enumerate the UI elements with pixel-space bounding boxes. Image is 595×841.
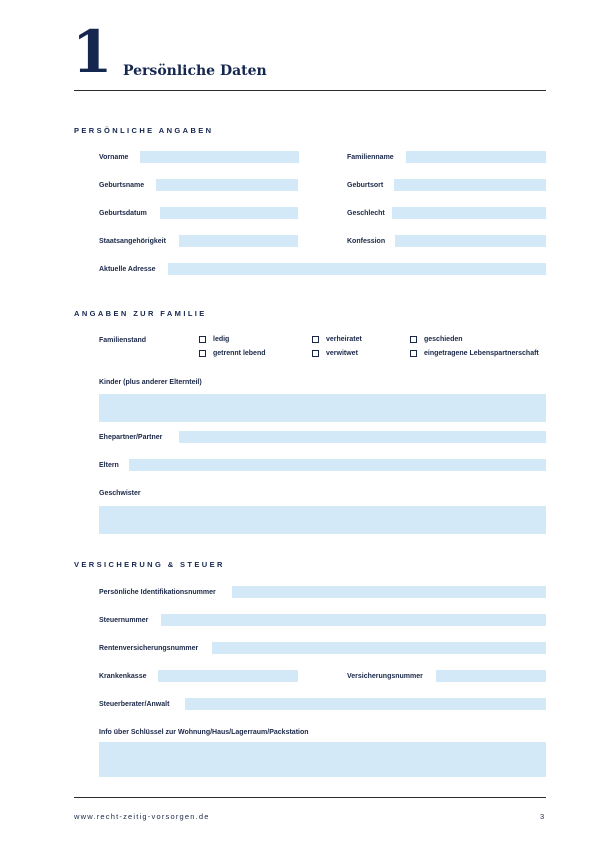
rentenversicherungsnummer-field[interactable] [212, 642, 546, 654]
schluessel-info-field[interactable] [99, 742, 546, 777]
checkbox-square-icon [199, 350, 206, 357]
label-rentenversicherungsnummer: Rentenversicherungsnummer [99, 645, 199, 652]
footer-url: www.recht-zeitig-vorsorgen.de [74, 812, 210, 821]
label-steuerberater: Steuerberater/Anwalt [99, 701, 170, 708]
label-geschlecht: Geschlecht [347, 210, 385, 217]
konfession-field[interactable] [395, 235, 546, 247]
checkbox-geschieden[interactable] [410, 336, 463, 343]
krankenkasse-field[interactable] [158, 670, 298, 682]
label-familienstand: Familienstand [99, 337, 147, 344]
label-adresse: Aktuelle Adresse [99, 266, 156, 273]
label-eltern: Eltern [99, 462, 119, 469]
checkbox-ledig[interactable] [199, 336, 229, 343]
checkbox-square-icon [410, 350, 417, 357]
checkbox-label: ledig [213, 336, 230, 343]
checkbox-square-icon [312, 336, 319, 343]
header-divider [74, 90, 546, 91]
adresse-field[interactable] [168, 263, 546, 275]
geschlecht-field[interactable] [392, 207, 546, 219]
ehepartner-field[interactable] [179, 431, 546, 443]
staatsangehoerigkeit-field[interactable] [179, 235, 298, 247]
checkbox-label: geschieden [424, 336, 463, 343]
vorname-field[interactable] [140, 151, 299, 163]
label-vorname: Vorname [99, 154, 129, 161]
identifikationsnummer-field[interactable] [232, 586, 546, 598]
checkbox-label: getrennt lebend [213, 350, 266, 357]
section-heading-personal: PERSÖNLICHE ANGABEN [74, 126, 214, 135]
checkbox-label: verwitwet [326, 350, 358, 357]
geschwister-field[interactable] [99, 506, 546, 534]
checkbox-square-icon [199, 336, 206, 343]
label-kinder: Kinder (plus anderer Elternteil) [99, 379, 202, 386]
label-geburtsdatum: Geburtsdatum [99, 210, 147, 217]
label-ehepartner: Ehepartner/Partner [99, 434, 163, 441]
section-heading-insurance: VERSICHERUNG & STEUER [74, 560, 225, 569]
checkbox-getrennt-lebend[interactable] [199, 350, 266, 357]
checkbox-lebenspartnerschaft[interactable] [410, 350, 539, 357]
label-konfession: Konfession [347, 238, 386, 245]
steuernummer-field[interactable] [161, 614, 546, 626]
label-identifikationsnummer: Persönliche Identifikationsnummer [99, 589, 216, 596]
geburtsort-field[interactable] [394, 179, 546, 191]
footer-divider [74, 797, 546, 798]
label-geburtsort: Geburtsort [347, 182, 384, 189]
label-staatsangehoerigkeit: Staatsangehörigkeit [99, 238, 166, 245]
checkbox-square-icon [312, 350, 319, 357]
familienname-field[interactable] [406, 151, 546, 163]
checkbox-square-icon [410, 336, 417, 343]
chapter-number: 1 [72, 18, 113, 86]
label-familienname: Familienname [347, 154, 394, 161]
label-geburtsname: Geburtsname [99, 182, 145, 189]
label-steuernummer: Steuernummer [99, 617, 149, 624]
label-schluessel-info: Info über Schlüssel zur Wohnung/Haus/Lagerraum/Packstation [99, 729, 309, 736]
label-geschwister: Geschwister [99, 490, 141, 497]
checkbox-label: eingetragene Lebenspartnerschaft [424, 350, 539, 357]
kinder-field[interactable] [99, 394, 546, 422]
geburtsdatum-field[interactable] [160, 207, 298, 219]
page-title: Persönliche Daten [123, 63, 267, 79]
versicherungsnummer-field[interactable] [436, 670, 546, 682]
steuerberater-field[interactable] [185, 698, 546, 710]
checkbox-label: verheiratet [326, 336, 362, 343]
geburtsname-field[interactable] [156, 179, 298, 191]
page-number: 3 [540, 812, 545, 821]
label-krankenkasse: Krankenkasse [99, 673, 147, 680]
section-heading-family: ANGABEN ZUR FAMILIE [74, 309, 207, 318]
eltern-field[interactable] [129, 459, 546, 471]
checkbox-verheiratet[interactable] [312, 336, 362, 343]
label-versicherungsnummer: Versicherungsnummer [347, 673, 423, 680]
checkbox-verwitwet[interactable] [312, 350, 358, 357]
